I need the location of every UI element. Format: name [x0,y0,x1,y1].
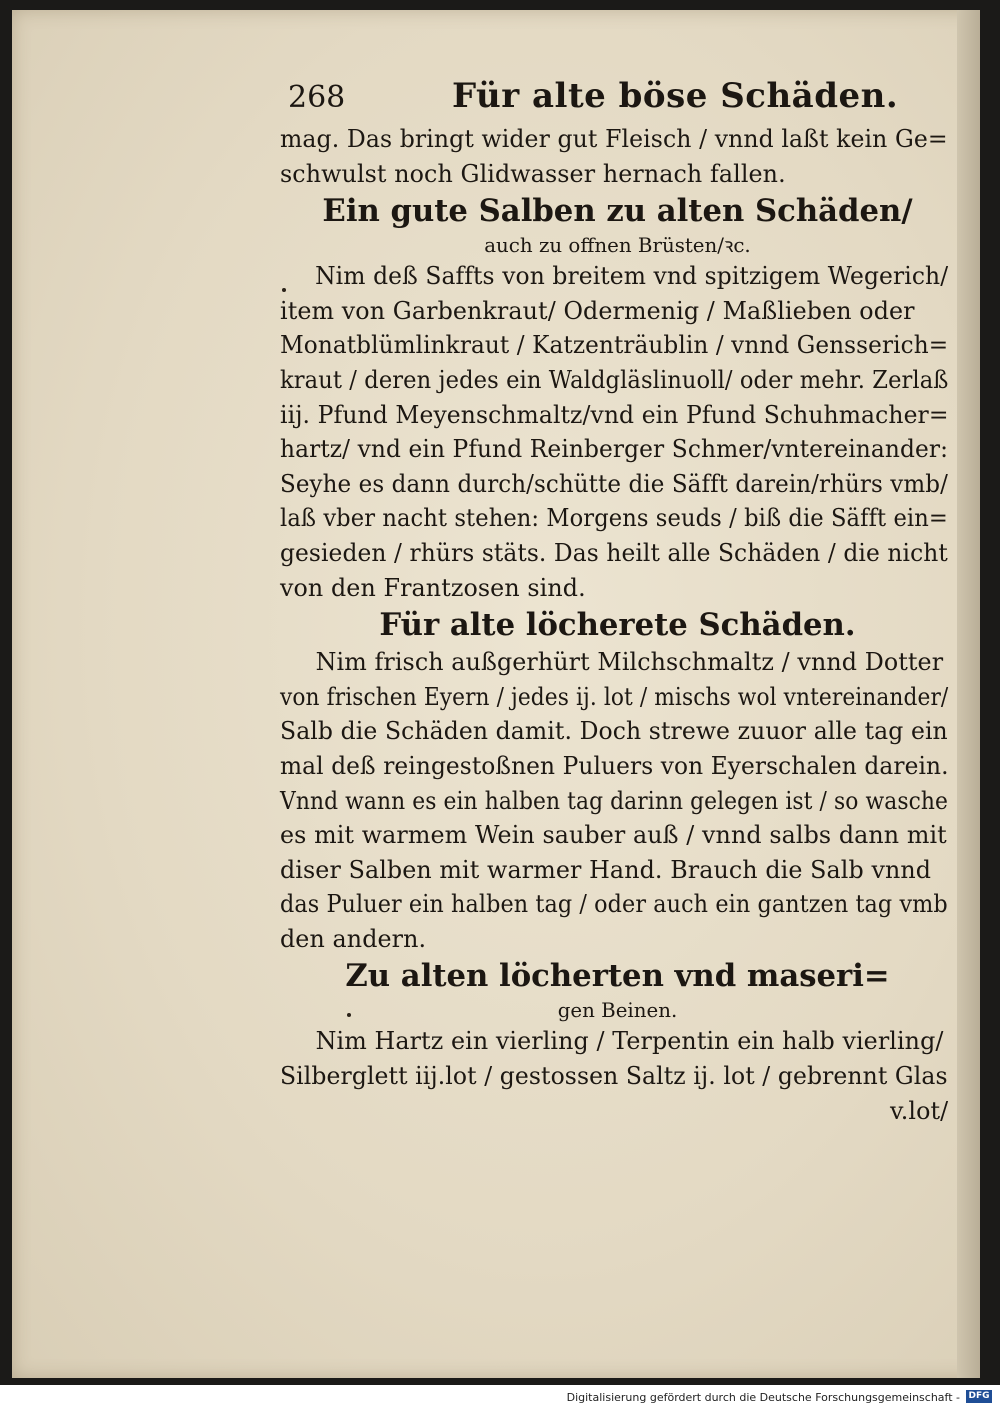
text-line: hartz/ vnd ein Pfund Reinberger Schmer/vntereinander: [280,435,949,464]
text-line: item von Garbenkraut/ Odermenig / Maßlieben oder [280,296,915,325]
text-line: Nim deß Saffts von breitem vnd spitzigem Wegerich/ [315,262,949,291]
section-heading: Für alte löcherete Schäden. [379,607,856,644]
page-edge [957,10,980,1378]
text-line: mal deß reingestoßnen Puluers von Eyerschalen darein. [280,751,949,780]
text-line: Nim frisch außgerhürt Milchschmaltz / vnnd Dotter [315,648,944,677]
text-line: diser Salben mit warmer Hand. Brauch die Salb vnnd [280,855,932,884]
footer [0,1387,1000,1407]
text-line: das Puluer ein halben tag / oder auch ein gantzen tag vmb [280,890,948,919]
section-heading: Zu alten löcherten vnd maseri= [345,958,890,995]
text-line: Seyhe es dann durch/schütte die Säfft darein/rhürs vmb/ [280,469,948,498]
section-heading: Ein gute Salben zu alten Schäden/ [322,193,913,230]
text-line: Monatblümlinkraut / Katzenträublin / vnnd Gensserich= [280,331,949,360]
text-line: gesieden / rhürs stäts. Das heilt alle Schäden / die nicht [280,538,948,567]
page-text [280,70,955,1128]
running-title: Für alte böse Schäden. [452,76,899,116]
text-line: schwulst noch Glidwasser hernach fallen. [280,159,786,188]
text-line: iij. Pfund Meyenschmaltz/vnd ein Pfund Schuhmacher= [280,400,949,429]
text-line: den andern. [280,924,427,953]
text-line: Silberglett iij.lot / gestossen Saltz ij. lot / gebrennt Glas [280,1062,948,1091]
page-number: 268 [288,80,346,115]
text-line: von den Frantzosen sind. [280,573,586,602]
text-line: Nim Hartz ein vierling / Terpentin ein halb vierling/ [315,1027,944,1056]
text-line: Vnnd wann es ein halben tag darinn gelegen ist / so wasche [280,786,949,815]
section-subheading: auch zu offnen Brüsten/ꝛc. [484,233,751,258]
text-line: v.lot/ [890,1096,949,1125]
text-line: laß vber nacht stehen: Morgens seuds / biß die Säfft ein= [280,504,948,533]
text-line: von frischen Eyern / jedes ij. lot / mischs wol vntereinander/ [280,682,949,711]
text-line: mag. Das bringt wider gut Fleisch / vnnd laßt kein Ge= [280,125,948,153]
section-subheading: gen Beinen. [557,998,678,1023]
body-text [280,122,955,1128]
text-line: es mit warmem Wein sauber auß / vnnd salbs dann mit [280,821,947,850]
running-head [280,70,955,122]
dfg-logo: DFG [966,1390,992,1403]
footer-credit: Digitalisierung gefördert durch die Deutsche Forschungsgemeinschaft - [566,1391,960,1404]
text-line: kraut / deren jedes ein Waldgläslinuoll/ oder mehr. Zerlaß [280,365,949,394]
text-line: Salb die Schäden damit. Doch strewe zuuor alle tag ein [280,717,948,746]
